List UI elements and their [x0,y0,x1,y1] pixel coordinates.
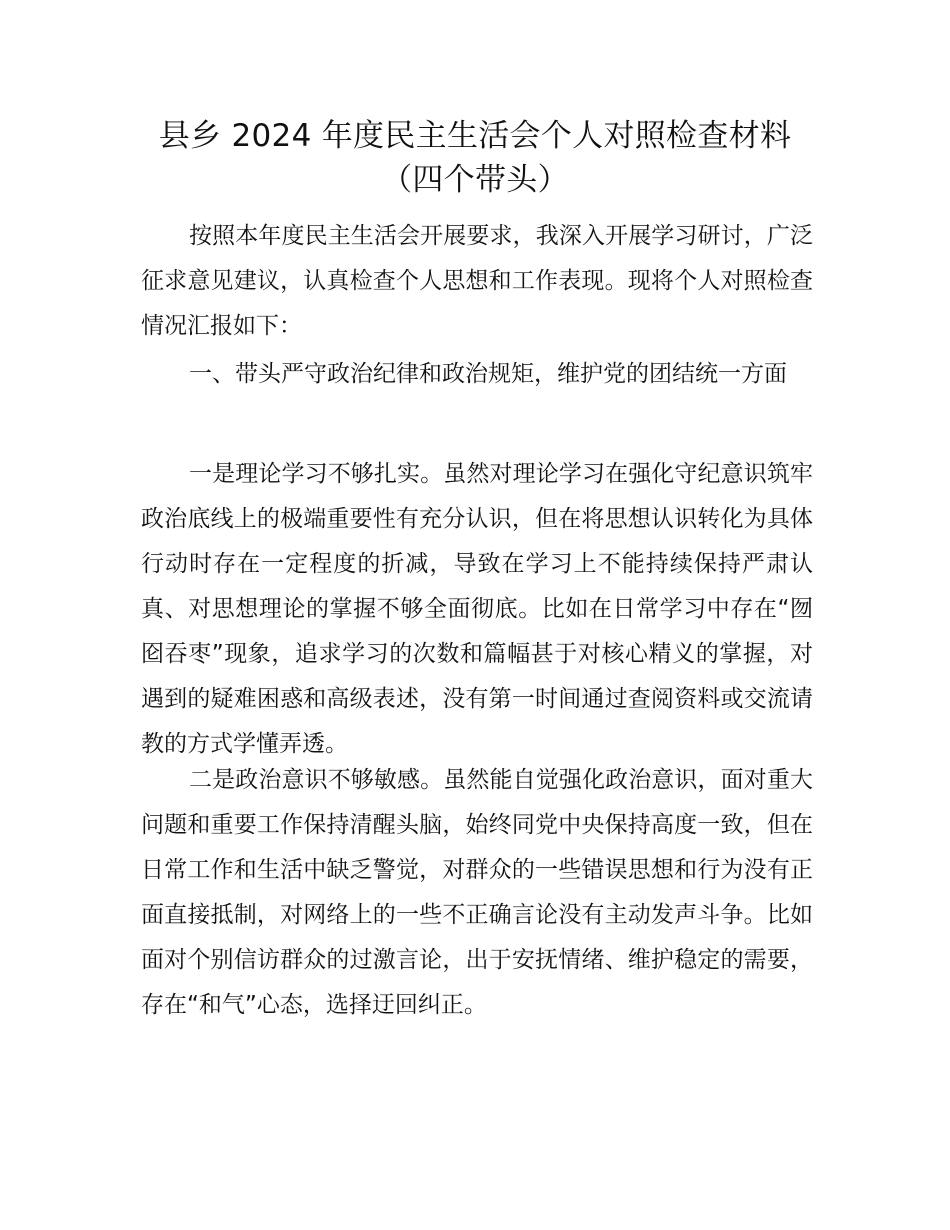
paragraph-theory-study: 一是理论学习不够扎实。虽然对理论学习在强化守纪意识筑牢政治底线上的极端重要性有充分认识，但在将思想认识转化为具体行动时存在一定程度的折减，导致在学习上不能持续保持严肃认真、对思想理论的掌握不够全面彻底。比如在日常学习中存在“囫囵吞枣”现象，追求学习的次数和篇幅甚于对核心精义的掌握，对遇到的疑难困惑和高级表述，没有第一时间通过查阅资料或交流请教的方式学懂弄透。 [141,461,813,757]
document-subtitle: （四个带头） [381,162,569,198]
intro-paragraph: 按照本年度民主生活会开展要求，我深入开展学习研讨，广泛征求意见建议，认真检查个人思想和工作表现。现将个人对照检查情况汇报如下： [141,223,813,339]
document-title: 县乡 2024 年度民主生活会个人对照检查材料 [158,118,792,154]
paragraph-political-awareness: 二是政治意识不够敏感。虽然能自觉强化政治意识，面对重大问题和重要工作保持清醒头脑，始终同党中央保持高度一致，但在日常工作和生活中缺乏警觉，对群众的一些错误思想和行为没有正面直接抵制，对网络上的一些不正确言论没有主动发声斗争。比如面对个别信访群众的过激言论，出于安抚情绪、维护稳定的需要，存在“和气”心态，选择迂回纠正。 [141,767,813,1018]
section-heading: 一、带头严守政治纪律和政治规矩，维护党的团结统一方面 [189,361,787,387]
